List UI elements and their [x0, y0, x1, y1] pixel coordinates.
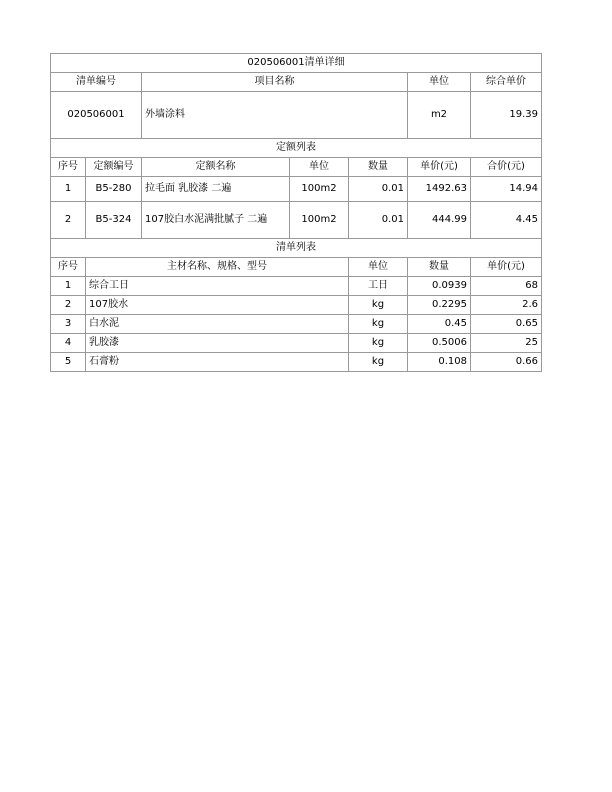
bill-unit: kg: [349, 353, 408, 372]
quota-unit-header: 单位: [290, 158, 349, 177]
title-row: [51, 54, 542, 73]
quota-row: [51, 177, 542, 202]
bill-seq: 1: [51, 277, 86, 296]
quota-section-title: 定额列表: [51, 139, 542, 158]
bill-qty: 0.5006: [408, 334, 471, 353]
bill-unit: kg: [349, 315, 408, 334]
quota-seq-header: 序号: [51, 158, 86, 177]
quota-unit: 100m2: [290, 177, 349, 202]
bill-unit: kg: [349, 296, 408, 315]
bill-seq: 4: [51, 334, 86, 353]
bill-price: 0.65: [471, 315, 542, 334]
item-price: 19.39: [471, 92, 542, 139]
bill-price: 25: [471, 334, 542, 353]
bill-qty: 0.2295: [408, 296, 471, 315]
item-name: 外墙涂料: [142, 92, 408, 139]
bill-price-header: 单价(元): [471, 258, 542, 277]
bill-name: 白水泥: [86, 315, 349, 334]
bill-header-row: [51, 258, 542, 277]
bill-seq: 2: [51, 296, 86, 315]
quota-price-header: 单价(元): [408, 158, 471, 177]
quota-total-header: 合价(元): [471, 158, 542, 177]
quota-total: 4.45: [471, 202, 542, 239]
quota-name: 拉毛面 乳胶漆 二遍: [142, 177, 290, 202]
quota-unit: 100m2: [290, 202, 349, 239]
quota-code: B5-324: [86, 202, 142, 239]
item-name-header: 项目名称: [142, 73, 408, 92]
quota-row: [51, 202, 542, 239]
item-code-header: 清单编号: [51, 73, 142, 92]
item-row: [51, 92, 542, 139]
bill-unit-header: 单位: [349, 258, 408, 277]
item-price-header: 综合单价: [471, 73, 542, 92]
bill-price: 0.66: [471, 353, 542, 372]
quota-qty: 0.01: [349, 177, 408, 202]
bill-unit: 工日: [349, 277, 408, 296]
quota-header-row: [51, 158, 542, 177]
bill-row: [51, 353, 542, 372]
bill-row: [51, 277, 542, 296]
bill-name: 石膏粉: [86, 353, 349, 372]
bill-qty: 0.0939: [408, 277, 471, 296]
bill-seq-header: 序号: [51, 258, 86, 277]
item-unit: m2: [408, 92, 471, 139]
item-header-row: [51, 73, 542, 92]
bill-name: 综合工日: [86, 277, 349, 296]
bill-name: 107胶水: [86, 296, 349, 315]
bill-price: 2.6: [471, 296, 542, 315]
quota-section-row: [51, 139, 542, 158]
bill-row: [51, 296, 542, 315]
quota-qty-header: 数量: [349, 158, 408, 177]
bill-detail-table: [50, 53, 542, 372]
bill-qty-header: 数量: [408, 258, 471, 277]
quota-price: 444.99: [408, 202, 471, 239]
bill-section-title: 清单列表: [51, 239, 542, 258]
item-unit-header: 单位: [408, 73, 471, 92]
quota-price: 1492.63: [408, 177, 471, 202]
bill-seq: 3: [51, 315, 86, 334]
item-code: 020506001: [51, 92, 142, 139]
bill-name: 乳胶漆: [86, 334, 349, 353]
bill-row: [51, 315, 542, 334]
quota-seq: 2: [51, 202, 86, 239]
quota-qty: 0.01: [349, 202, 408, 239]
quota-code-header: 定额编号: [86, 158, 142, 177]
bill-unit: kg: [349, 334, 408, 353]
quota-seq: 1: [51, 177, 86, 202]
bill-price: 68: [471, 277, 542, 296]
quota-total: 14.94: [471, 177, 542, 202]
quota-code: B5-280: [86, 177, 142, 202]
bill-row: [51, 334, 542, 353]
bill-qty: 0.108: [408, 353, 471, 372]
bill-name-header: 主材名称、规格、型号: [86, 258, 349, 277]
table-title: 020506001清单详细: [51, 54, 542, 73]
quota-name-header: 定额名称: [142, 158, 290, 177]
bill-section-row: [51, 239, 542, 258]
quota-name: 107胶白水泥满批腻子 二遍: [142, 202, 290, 239]
bill-qty: 0.45: [408, 315, 471, 334]
bill-seq: 5: [51, 353, 86, 372]
